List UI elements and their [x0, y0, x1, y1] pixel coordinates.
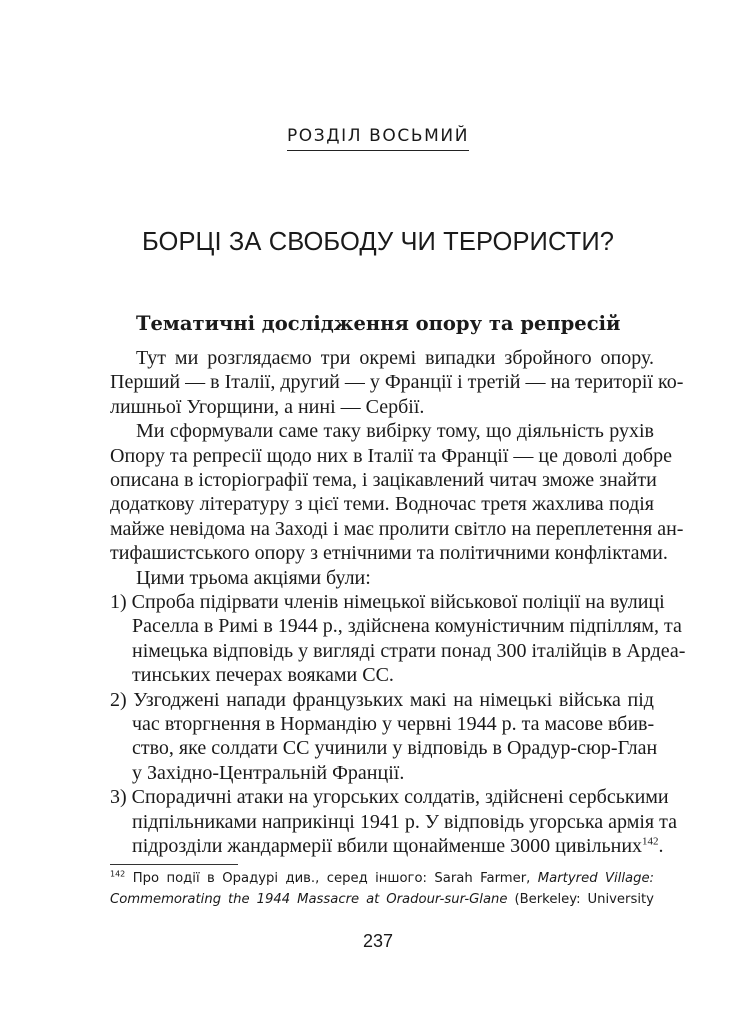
- case-list: [110, 590, 686, 858]
- text-line: Ми сформували саме таку вибірку тому, що діяльність рухів: [136, 420, 654, 443]
- text-line: час вторгнення в Нормандію у червні 1944 р. та масове вбив-: [132, 712, 655, 735]
- chapter-label-text: РОЗДІЛ ВОСЬМИЙ: [287, 126, 469, 151]
- text-line: додаткову літературу з цієї теми. Водночас третя жахлива подія: [110, 493, 654, 516]
- footnote-text: (Berkeley: University: [514, 892, 654, 907]
- text-line: у Західно-Центральній Франції.: [132, 761, 405, 784]
- footnote-number: 142: [110, 869, 126, 879]
- footnote-divider: [110, 864, 238, 865]
- chapter-label: [0, 126, 756, 151]
- text-line: німецька відповідь у вигляді страти понад 300 італійців в Ардеа-: [132, 639, 686, 662]
- text-line: підрозділи жандармерії вбили щонайменше 3000 цивільних$^{142}$.: [132, 834, 664, 857]
- paragraph-3: [110, 566, 654, 590]
- list-item: [110, 785, 677, 858]
- footnote: [110, 868, 654, 910]
- text-line: майже невідома на Заході і має пролити світло на переплетення ан-: [110, 517, 684, 540]
- text-line: Цими трьома акціями були:: [136, 566, 371, 589]
- list-item: [110, 590, 686, 688]
- footnote-reference[interactable]: 142: [642, 835, 659, 848]
- text-line: 3) Спорадичні атаки на угорських солдатів, здійснені сербськими: [110, 786, 669, 809]
- text-line: підпільниками наприкінці 1941 р. У відповідь угорська армія та: [132, 810, 677, 833]
- section-heading: Тематичні дослідження опору та репресій: [136, 312, 621, 335]
- paragraph-1: [110, 346, 684, 419]
- text-line: ство, яке солдати СС учинили у відповідь в Орадур-сюр-Глан: [132, 737, 658, 760]
- chapter-title: БОРЦІ ЗА СВОБОДУ ЧИ ТЕРОРИСТИ?: [141, 228, 615, 256]
- text-line: 2) Узгоджені напади французьких макі на німецькі війська під: [110, 688, 654, 711]
- text-line: Раселла в Римі в 1944 р., здійснена комуністичним підпіллям, та: [132, 615, 682, 638]
- text-line: Перший — в Італії, другий — у Франції і третій — на території ко-: [110, 371, 684, 394]
- text-line: тифашистського опору з етнічними та політичними конфліктами.: [110, 542, 668, 565]
- text-line: описана в історіографії тема, і зацікавлений читач зможе знайти: [110, 468, 657, 491]
- page-number: 237: [362, 931, 394, 951]
- footnote-title: Martyred Village:: [537, 871, 655, 886]
- text-fragment: підрозділи жандармерії вбили щонайменше 3000 цивільних: [132, 834, 643, 857]
- list-item: [110, 688, 658, 786]
- text-line: тинських печерах вояками СС.: [132, 664, 394, 687]
- text-line: 1) Спроба підірвати членів німецької військової поліції на вулиці: [110, 591, 665, 613]
- footnote-line: [110, 868, 654, 889]
- text-line: Тут ми розглядаємо три окремі випадки збройного опору.: [136, 347, 654, 369]
- paragraph-2: [110, 419, 684, 565]
- footnote-text: Про події в Орадурі див., серед іншого: Sarah Farmer,: [132, 871, 531, 886]
- footnote-title: Commemorating the 1944 Massacre at Oradour-sur-Glane: [110, 892, 508, 907]
- text-line: лишньої Угорщини, а нині — Сербії.: [110, 395, 425, 418]
- footnote-line: [110, 889, 654, 910]
- text-line: Опору та репресії щодо них в Італії та Франції — це доволі добре: [110, 444, 672, 467]
